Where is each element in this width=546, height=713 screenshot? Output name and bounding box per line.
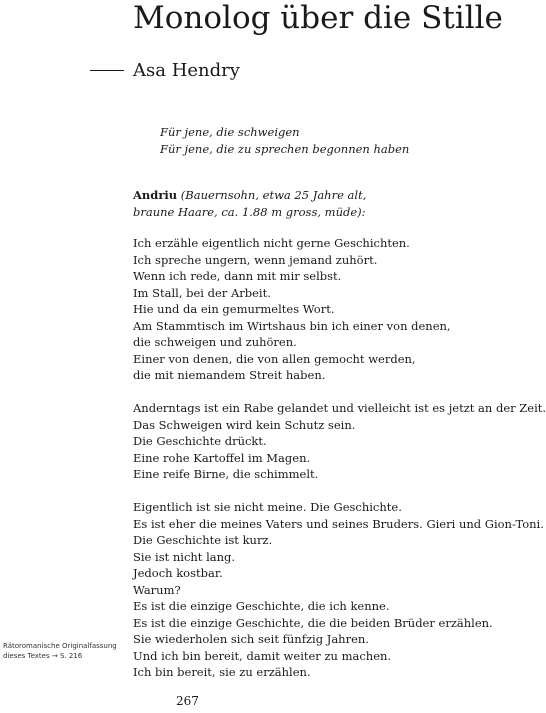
poem-line: Sie wiederholen sich seit fünfzig Jahren.: [133, 632, 369, 646]
poem-line: Das Schweigen wird kein Schutz sein.: [133, 417, 356, 432]
author-name: Asa Hendry: [133, 59, 240, 81]
poem-line: Am Stammtisch im Wirtshaus bin ich einer von denen,: [133, 318, 451, 333]
stanza: [133, 400, 546, 483]
author-dash-rule: [90, 70, 124, 71]
poem-line: Sie ist nicht lang.: [133, 549, 236, 564]
speaker-description: braune Haare, ca. 1.88 m gross, müde):: [133, 205, 366, 219]
poem-line: Es ist eher die meines Vaters und seines Bruders. Gieri und Gion-Toni.: [133, 516, 544, 531]
dedication: [160, 124, 409, 158]
poem-line: Und ich bin bereit, damit weiter zu machen.: [133, 648, 392, 663]
poem-title: Monolog über die Stille: [133, 0, 503, 36]
poem-line: Einer von denen, die von allen gemocht werden,: [133, 351, 416, 366]
poem-line: Jedoch kostbar.: [133, 566, 223, 580]
poem-line: Ich spreche ungern, wenn jemand zuhört.: [133, 252, 378, 267]
stanza: [133, 235, 546, 384]
page-number: 267: [176, 694, 199, 708]
poem-line: Warum?: [133, 582, 181, 597]
poem-line: Eine reife Birne, die schimmelt.: [133, 467, 319, 481]
poem-line: Eine rohe Kartoffel im Magen.: [133, 450, 311, 465]
poem-line: Wenn ich rede, dann mit mir selbst.: [133, 269, 342, 283]
speaker-line-1: [133, 187, 366, 204]
speaker-description: (Bauernsohn, etwa 25 Jahre alt,: [177, 188, 367, 202]
poem-line: Im Stall, bei der Arbeit.: [133, 285, 271, 300]
dedication-line: Für jene, die schweigen: [160, 125, 300, 139]
poem-line: Es ist die einzige Geschichte, die ich kenne.: [133, 599, 390, 613]
margin-note-line: Rätoromanische Originalfassung: [3, 642, 117, 650]
speaker-name: Andriu: [133, 188, 178, 202]
poem-line: Ich bin bereit, sie zu erzählen.: [133, 665, 311, 679]
poem-line: Die Geschichte ist kurz.: [133, 533, 273, 547]
dedication-line: Für jene, die zu sprechen begonnen haben: [160, 142, 410, 156]
poem-line: Die Geschichte drückt.: [133, 434, 267, 448]
poem-line: Ich erzähle eigentlich nicht gerne Geschichten.: [133, 236, 410, 250]
poem-body: [133, 235, 546, 697]
poem-line: die mit niemandem Streit haben.: [133, 368, 326, 382]
poem-line: Eigentlich ist sie nicht meine. Die Geschichte.: [133, 500, 402, 514]
author-line: [90, 58, 240, 82]
speaker-heading: [133, 187, 366, 221]
poem-line: Es ist die einzige Geschichte, die die beiden Brüder erzählen.: [133, 615, 493, 630]
poem-line: die schweigen und zuhören.: [133, 335, 297, 349]
margin-note: [3, 641, 117, 661]
stanza: [133, 499, 546, 681]
margin-note-line: dieses Textes → S. 216: [3, 652, 83, 660]
poem-line: Hie und da ein gemurmeltes Wort.: [133, 302, 335, 316]
poem-line: Anderntags ist ein Rabe gelandet und vielleicht ist es jetzt an der Zeit.: [133, 401, 546, 415]
